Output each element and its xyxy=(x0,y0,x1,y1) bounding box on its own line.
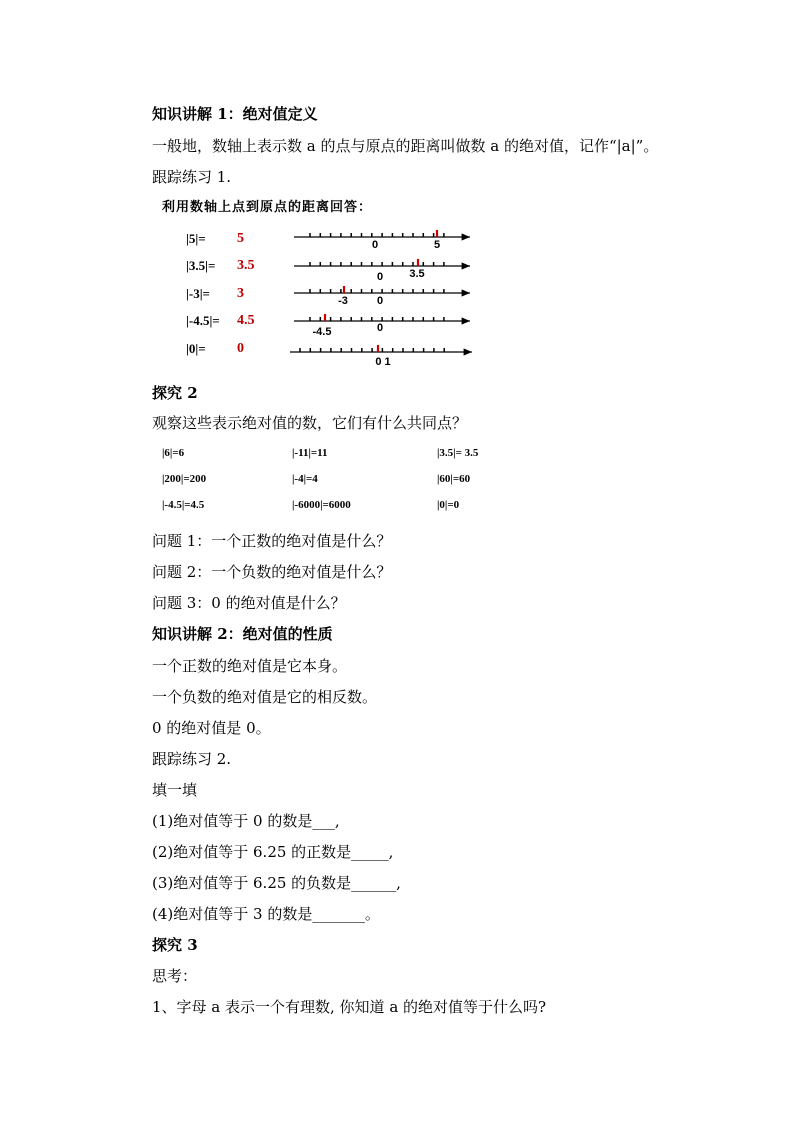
question-3: 问题 3：0 的绝对值是什么？ xyxy=(152,594,346,612)
example-cell: |60|=60 xyxy=(437,473,471,485)
question-1: 问题 1：一个正数的绝对值是什么？ xyxy=(152,532,392,550)
mark-label: 0 xyxy=(376,271,384,283)
example-cell: |-6000|=6000 xyxy=(292,499,351,511)
example-cell: |-11|=11 xyxy=(292,447,328,459)
property-3: 0 的绝对值是 0。 xyxy=(152,719,271,737)
example-cell: |6|=6 xyxy=(162,447,185,459)
mark-label: 0 xyxy=(376,295,384,307)
fill-label: 填一填 xyxy=(152,781,198,799)
abs-expression: |-3|= xyxy=(186,286,210,301)
abs-answer: 5 xyxy=(237,231,244,246)
abs-expression: |0|= xyxy=(186,341,206,356)
section2-heading: 知识讲解 2：绝对值的性质 xyxy=(152,625,333,643)
explore2-heading: 探究 2 xyxy=(152,384,198,402)
abs-expression: |5|= xyxy=(186,231,206,246)
number-lines-figure xyxy=(280,225,480,370)
mark-label: -4.5 xyxy=(312,326,332,338)
example-cell: |3.5|= 3.5 xyxy=(437,447,479,459)
explore3-question: 1、字母 a 表示一个有理数, 你知道 a 的绝对值等于什么吗? xyxy=(152,998,547,1016)
abs-answer: 3.5 xyxy=(237,258,255,273)
mark-label: 0 1 xyxy=(375,356,391,368)
example-cell: |200|=200 xyxy=(162,473,207,485)
fill-item-2: (2)绝对值等于 6.25 的正数是_____, xyxy=(152,843,394,861)
mark-label: 0 xyxy=(371,239,379,251)
mark-label: 3.5 xyxy=(409,268,425,280)
mark-label: 5 xyxy=(433,239,441,251)
section1-heading: 知识讲解 1：绝对值定义 xyxy=(152,105,318,123)
fill-item-3: (3)绝对值等于 6.25 的负数是______, xyxy=(152,874,401,892)
property-2: 一个负数的绝对值是它的相反数。 xyxy=(152,688,378,706)
explore2-question: 观察这些表示绝对值的数，它们有什么共同点？ xyxy=(152,414,468,432)
question-2: 问题 2：一个负数的绝对值是什么？ xyxy=(152,563,392,581)
property-1: 一个正数的绝对值是它本身。 xyxy=(152,657,348,675)
abs-answer: 0 xyxy=(237,341,244,356)
instruction-text: 利用数轴上点到原点的距离回答： xyxy=(162,200,373,215)
practice1-label: 跟踪练习 1. xyxy=(152,168,232,186)
definition-text: 一般地，数轴上表示数 a 的点与原点的距离叫做数 a 的绝对值，记作“|a|”。 xyxy=(152,137,659,155)
think-label: 思考： xyxy=(152,967,198,985)
example-cell: |0|=0 xyxy=(437,499,460,511)
fill-item-4: (4)绝对值等于 3 的数是_______。 xyxy=(152,905,380,923)
mark-label: -3 xyxy=(338,295,348,307)
abs-answer: 3 xyxy=(237,286,244,301)
example-cell: |-4.5|=4.5 xyxy=(162,499,205,511)
fill-item-1: (1)绝对值等于 0 的数是___, xyxy=(152,812,340,830)
mark-label: 0 xyxy=(376,322,384,334)
abs-answer: 4.5 xyxy=(237,313,255,328)
abs-expression: |-4.5|= xyxy=(186,313,220,328)
practice2-label: 跟踪练习 2. xyxy=(152,750,232,768)
explore3-heading: 探究 3 xyxy=(152,936,198,954)
abs-expression: |3.5|= xyxy=(186,258,216,273)
example-cell: |-4|=4 xyxy=(292,473,318,485)
